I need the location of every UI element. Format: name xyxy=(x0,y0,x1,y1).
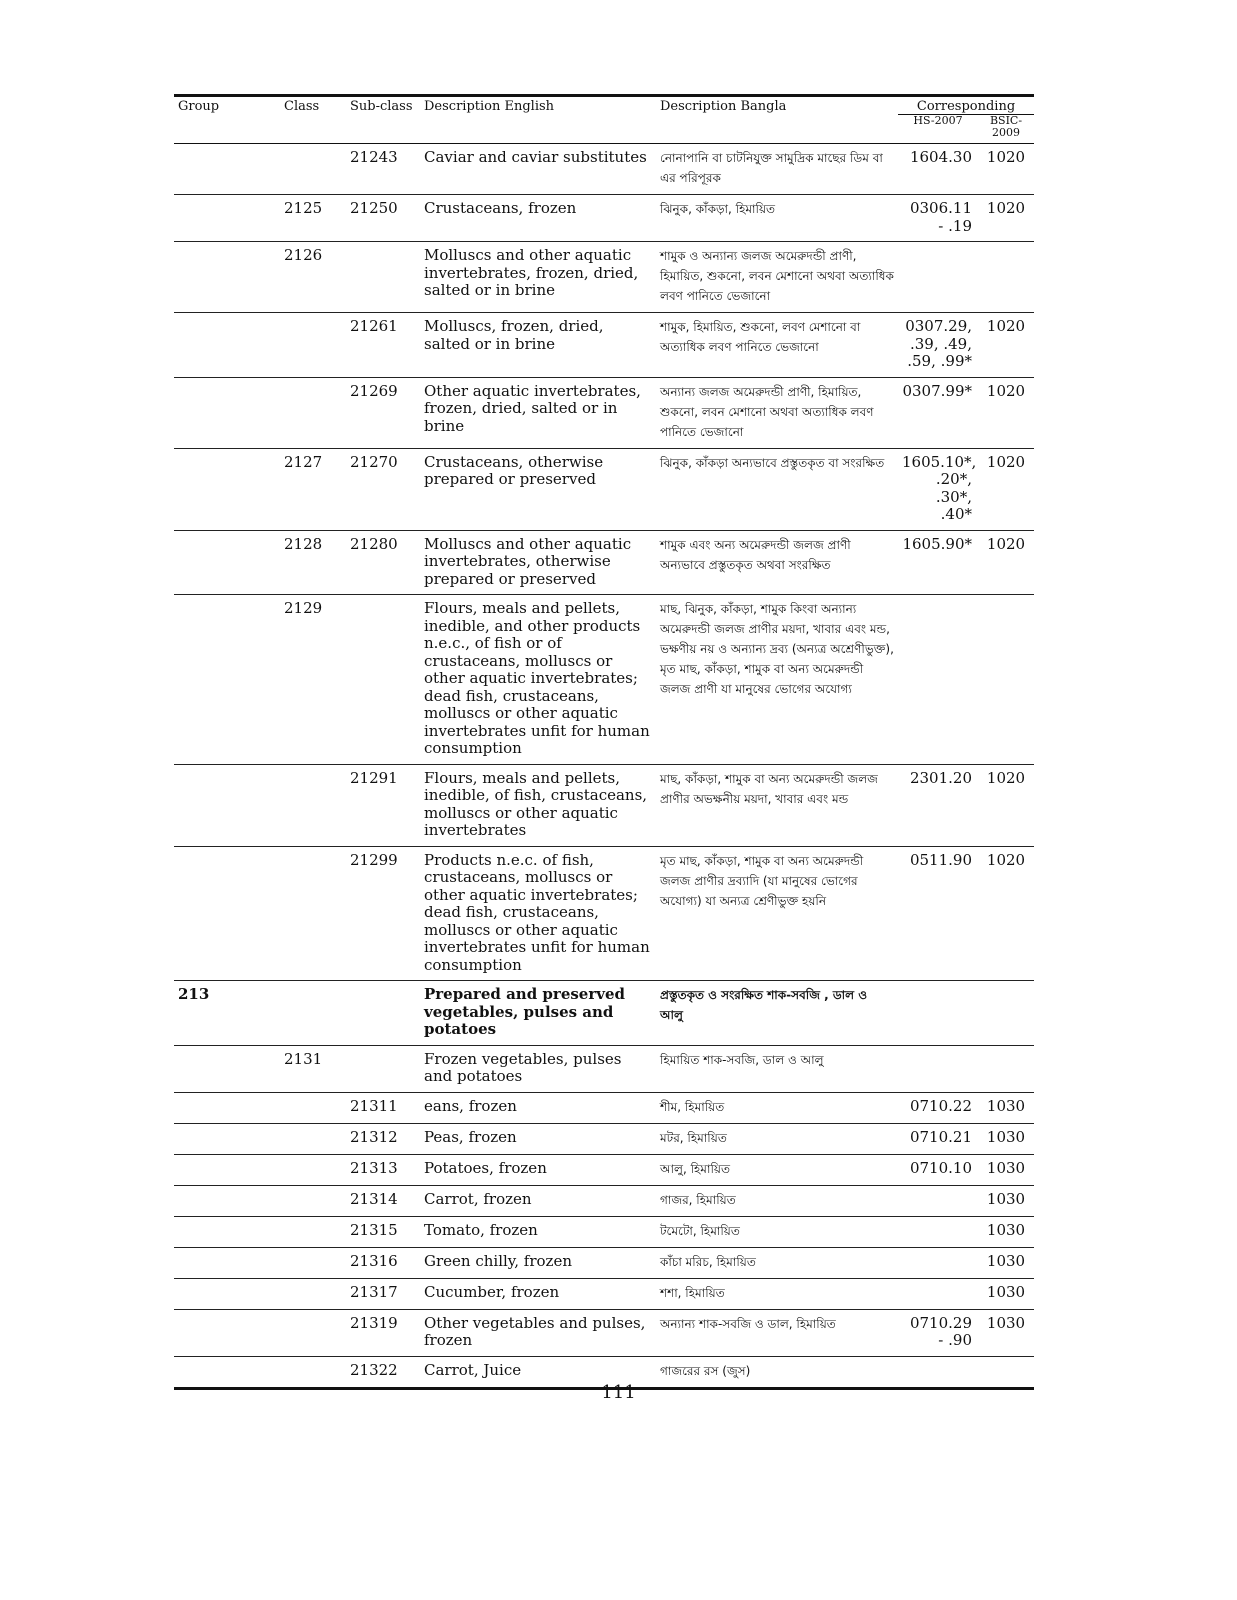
description-bangla-cell: নোনাপানি বা চাটনিযুক্ত সামুদ্রিক মাছের ডিম বা এর পরিপূরক xyxy=(660,151,883,185)
hs-code-cell: 0710.21 xyxy=(909,1127,972,1146)
hs-code-cell xyxy=(898,1278,978,1309)
bsic-code-cell: 1030 xyxy=(986,1220,1026,1239)
bsic-code-cell: 1020 xyxy=(986,452,1026,471)
bsic-code-cell: 1020 xyxy=(986,381,1026,400)
subclass-cell: 21311 xyxy=(350,1096,398,1115)
hs-code-cell xyxy=(898,595,978,765)
table-row xyxy=(174,448,1034,530)
table-row xyxy=(174,530,1034,595)
subclass-cell: 21280 xyxy=(350,534,398,553)
group-cell xyxy=(174,530,280,595)
class-cell xyxy=(280,1154,346,1185)
description-english-cell: Carrot, Juice xyxy=(424,1360,522,1379)
description-bangla-cell: মাছ, কাঁকড়া, শামুক বা অন্য অমেরুদন্ডী জলজ প্রাণীর অভক্ষনীয় ময়দা, খাবার এবং মন্ড xyxy=(660,771,878,806)
class-cell xyxy=(280,1247,346,1278)
hs-code-cell: 0511.90 xyxy=(909,850,972,869)
header-class: Class xyxy=(280,96,346,144)
subclass-cell xyxy=(346,981,420,1046)
description-bangla-cell: মাছ, ঝিনুক, কাঁকড়া, শামুক কিংবা অন্যান্য অমেরুদন্ডী জলজ প্রাণীর ময়দা, খাবার এবং মন্ড, ভক্ষণীয় নয় ও অন্যান্য দ্রব্য (অন্যত্র অশ্রেণীভুক্ত), মৃত মাছ, কাঁকড়া, শামুক বা অন্য অমেরুদন্ডী জলজ প্রাণী যা মানুষের ভোগের অযোগ্য xyxy=(660,602,894,696)
class-cell xyxy=(280,1123,346,1154)
description-english-cell: Frozen vegetables, pulses and potatoes xyxy=(424,1049,622,1085)
description-english-cell: Tomato, frozen xyxy=(424,1220,538,1239)
hs-code-cell xyxy=(898,1247,978,1278)
table-row xyxy=(174,1278,1034,1309)
description-english-cell: Molluscs, frozen, dried, salted or in brine xyxy=(424,317,604,353)
class-cell xyxy=(280,1185,346,1216)
description-bangla-cell: মৃত মাছ, কাঁকড়া, শামুক বা অন্য অমেরুদন্ডী জলজ প্রাণীর দ্রব্যাদি (যা মানুষের ভোগের অযোগ্য) যা অন্যত্র শ্রেণীভুক্ত হয়নি xyxy=(660,853,864,908)
class-cell xyxy=(280,846,346,981)
page-number: 111 xyxy=(601,1382,636,1403)
description-bangla-cell: প্রস্তুতকৃত ও সংরক্ষিত শাক-সবজি , ডাল ও আলু xyxy=(660,988,868,1022)
subclass-cell: 21316 xyxy=(350,1251,398,1270)
class-cell xyxy=(280,981,346,1046)
description-bangla-cell: শামুক এবং অন্য অমেরুদন্ডী জলজ প্রাণী অন্যভাবে প্রস্তুতকৃত অথবা সংরক্ষিত xyxy=(660,537,851,572)
header-desc-bn: Description Bangla xyxy=(656,96,898,144)
class-cell xyxy=(280,313,346,378)
group-cell xyxy=(174,195,280,242)
table-row xyxy=(174,242,1034,313)
description-bangla-cell: টমেটো, হিমায়িত xyxy=(660,1223,740,1238)
table-row xyxy=(174,1185,1034,1216)
header-hs: HS-2007 xyxy=(898,115,978,144)
subclass-cell: 21313 xyxy=(350,1158,398,1177)
class-cell: 2126 xyxy=(284,246,323,264)
bsic-code-cell: 1020 xyxy=(986,768,1026,787)
group-cell xyxy=(174,1216,280,1247)
description-english-cell: Caviar and caviar substitutes xyxy=(424,148,647,166)
hs-code-cell: 0307.99* xyxy=(902,381,972,400)
bsic-code-cell: 1030 xyxy=(986,1313,1026,1332)
group-cell xyxy=(174,595,280,765)
hs-code-cell xyxy=(898,981,978,1046)
description-bangla-cell: মটর, হিমায়িত xyxy=(660,1130,727,1145)
subclass-cell: 21319 xyxy=(350,1313,398,1332)
header-subclass: Sub-class xyxy=(346,96,420,144)
bsic-code-cell: 1030 xyxy=(986,1158,1026,1177)
table-row xyxy=(174,1123,1034,1154)
hs-code-cell: 0307.29, .39, .49, .59, .99* xyxy=(905,317,972,370)
table-row xyxy=(174,981,1034,1046)
bsic-code-cell: 1020 xyxy=(986,317,1026,335)
description-english-cell: Molluscs and other aquatic invertebrates, frozen, dried, salted or in brine xyxy=(424,246,639,299)
hs-code-cell: 1605.10*, .20*, .30*, .40* xyxy=(902,452,977,523)
class-cell xyxy=(280,764,346,846)
table-row xyxy=(174,1045,1034,1092)
subclass-cell: 21270 xyxy=(350,452,398,471)
group-cell xyxy=(174,1185,280,1216)
bsic-code-cell xyxy=(978,242,1034,313)
group-cell xyxy=(174,1154,280,1185)
group-cell xyxy=(174,242,280,313)
class-cell xyxy=(280,1216,346,1247)
classification-table-page xyxy=(174,94,1034,1390)
description-bangla-cell: শামুক ও অন্যান্য জলজ অমেরুদন্ডী প্রাণী, হিমায়িত, শুকনো, লবন মেশানো অথবা অত্যাধিক লবণ পানিতে ভেজানো xyxy=(660,249,894,303)
class-cell: 2131 xyxy=(284,1049,323,1068)
group-cell xyxy=(174,1309,280,1356)
bsic-code-cell: 1020 xyxy=(986,199,1026,217)
description-english-cell: eans, frozen xyxy=(424,1096,517,1115)
description-english-cell: Carrot, frozen xyxy=(424,1189,532,1208)
header-desc-en: Description English xyxy=(420,96,656,144)
subclass-cell: 21299 xyxy=(350,850,398,869)
group-cell: 213 xyxy=(178,985,210,1003)
group-cell xyxy=(174,1045,280,1092)
description-english-cell: Flours, meals and pellets, inedible, and other products n.e.c., of fish or of crustaceans, molluscs or other aquatic invertebrates; dead fish, crustaceans, molluscs or other aquatic invertebrates unfit for human consumption xyxy=(424,599,650,757)
description-english-cell: Green chilly, frozen xyxy=(424,1251,573,1270)
description-english-cell: Crustaceans, frozen xyxy=(424,199,577,217)
hs-code-cell xyxy=(898,1045,978,1092)
class-cell: 2128 xyxy=(284,534,323,553)
bsic-code-cell: 1030 xyxy=(986,1251,1026,1270)
group-cell xyxy=(174,846,280,981)
table-row xyxy=(174,195,1034,242)
table-row xyxy=(174,846,1034,981)
group-cell xyxy=(174,764,280,846)
description-english-cell: Molluscs and other aquatic invertebrates, otherwise prepared or preserved xyxy=(424,534,632,588)
header-corresponding: Corresponding xyxy=(898,96,1034,115)
classification-table xyxy=(174,94,1034,1390)
bsic-code-cell xyxy=(978,595,1034,765)
class-cell xyxy=(280,144,346,195)
class-cell xyxy=(280,1092,346,1123)
header-group: Group xyxy=(174,96,280,144)
description-bangla-cell: শীম, হিমায়িত xyxy=(660,1099,725,1114)
subclass-cell: 21312 xyxy=(350,1127,398,1146)
subclass-cell: 21261 xyxy=(350,317,398,335)
bsic-code-cell: 1030 xyxy=(986,1189,1026,1208)
description-bangla-cell: কাঁচা মরিচ, হিমায়িত xyxy=(660,1254,756,1269)
subclass-cell xyxy=(346,242,420,313)
description-bangla-cell: আলু, হিমায়িত xyxy=(660,1161,730,1176)
description-bangla-cell: শশা, হিমায়িত xyxy=(660,1285,725,1300)
hs-code-cell: 0710.10 xyxy=(909,1158,972,1177)
subclass-cell: 21243 xyxy=(350,148,398,166)
description-english-cell: Other aquatic invertebrates, frozen, dried, salted or in brine xyxy=(424,381,641,435)
bsic-code-cell: 1030 xyxy=(986,1096,1026,1115)
subclass-cell: 21317 xyxy=(350,1282,398,1301)
group-cell xyxy=(174,1278,280,1309)
description-english-cell: Other vegetables and pulses, frozen xyxy=(424,1313,646,1349)
hs-code-cell: 0710.29 - .90 xyxy=(909,1313,972,1349)
table-row xyxy=(174,1092,1034,1123)
description-english-cell: Products n.e.c. of fish, crustaceans, molluscs or other aquatic invertebrates; dead fish, crustaceans, molluscs or other aquatic invertebrates unfit for human consumption xyxy=(424,850,650,974)
bsic-code-cell: 1020 xyxy=(986,534,1026,553)
table-row xyxy=(174,1247,1034,1278)
hs-code-cell xyxy=(898,1185,978,1216)
description-english-cell: Peas, frozen xyxy=(424,1127,517,1146)
group-cell xyxy=(174,1092,280,1123)
table-row xyxy=(174,1309,1034,1356)
hs-code-cell: 2301.20 xyxy=(909,768,972,787)
hs-code-cell: 0306.11 - .19 xyxy=(909,199,972,235)
subclass-cell: 21250 xyxy=(350,199,398,217)
description-english-cell: Prepared and preserved vegetables, pulses and potatoes xyxy=(424,985,625,1038)
bsic-code-cell: 1020 xyxy=(986,850,1026,869)
table-row xyxy=(174,144,1034,195)
description-bangla-cell: শামুক, হিমায়িত, শুকনো, লবণ মেশানো বা অত্যাধিক লবণ পানিতে ভেজানো xyxy=(660,320,861,354)
table-row xyxy=(174,377,1034,448)
subclass-cell: 21291 xyxy=(350,768,398,787)
header-bsic: BSIC-2009 xyxy=(978,115,1034,144)
table-row xyxy=(174,1216,1034,1247)
hs-code-cell: 1604.30 xyxy=(909,148,972,166)
group-cell xyxy=(174,377,280,448)
group-cell xyxy=(174,1123,280,1154)
subclass-cell: 21314 xyxy=(350,1189,398,1208)
description-english-cell: Flours, meals and pellets, inedible, of fish, crustaceans, molluscs or other aquatic invertebrates xyxy=(424,768,648,839)
group-cell xyxy=(174,144,280,195)
subclass-cell xyxy=(346,1045,420,1092)
class-cell: 2127 xyxy=(284,452,323,471)
subclass-cell: 21269 xyxy=(350,381,398,400)
hs-code-cell: 1605.90* xyxy=(902,534,972,553)
bsic-code-cell: 1030 xyxy=(986,1282,1026,1301)
description-english-cell: Potatoes, frozen xyxy=(424,1158,547,1177)
subclass-cell: 21322 xyxy=(350,1360,398,1379)
description-bangla-cell: ঝিনুক, কাঁকড়া, হিমায়িত xyxy=(660,202,776,216)
bsic-code-cell xyxy=(978,1045,1034,1092)
class-cell xyxy=(280,377,346,448)
description-bangla-cell: ঝিনুক, কাঁকড়া অন্যভাবে প্রস্তুতকৃত বা সংরক্ষিত xyxy=(660,455,885,470)
subclass-cell: 21315 xyxy=(350,1220,398,1239)
description-bangla-cell: গাজর, হিমায়িত xyxy=(660,1192,736,1207)
group-cell xyxy=(174,313,280,378)
group-cell xyxy=(174,448,280,530)
class-cell: 2129 xyxy=(284,599,323,617)
class-cell: 2125 xyxy=(284,199,323,217)
table-row xyxy=(174,313,1034,378)
table-row xyxy=(174,595,1034,765)
group-cell xyxy=(174,1247,280,1278)
class-cell xyxy=(280,1278,346,1309)
table-row xyxy=(174,764,1034,846)
description-english-cell: Cucumber, frozen xyxy=(424,1282,560,1301)
bsic-code-cell: 1030 xyxy=(986,1127,1026,1146)
hs-code-cell xyxy=(898,1216,978,1247)
table-body xyxy=(174,144,1034,1389)
bsic-code-cell xyxy=(978,981,1034,1046)
hs-code-cell: 0710.22 xyxy=(909,1096,972,1115)
description-english-cell: Crustaceans, otherwise prepared or preserved xyxy=(424,452,604,488)
description-bangla-cell: গাজরের রস (জুস) xyxy=(660,1363,751,1378)
class-cell xyxy=(280,1309,346,1356)
table-row xyxy=(174,1154,1034,1185)
description-bangla-cell: অন্যান্য শাক-সবজি ও ডাল, হিমায়িত xyxy=(660,1316,836,1331)
hs-code-cell xyxy=(898,242,978,313)
description-bangla-cell: হিমায়িত শাক-সবজি, ডাল ও আলু xyxy=(660,1052,824,1067)
description-bangla-cell: অন্যান্য জলজ অমেরুদন্ডী প্রাণী, হিমায়িত, শুকনো, লবন মেশানো অথবা অত্যাধিক লবণ পানিতে ভেজানো xyxy=(660,384,874,439)
bsic-code-cell: 1020 xyxy=(986,148,1026,166)
subclass-cell xyxy=(346,595,420,765)
